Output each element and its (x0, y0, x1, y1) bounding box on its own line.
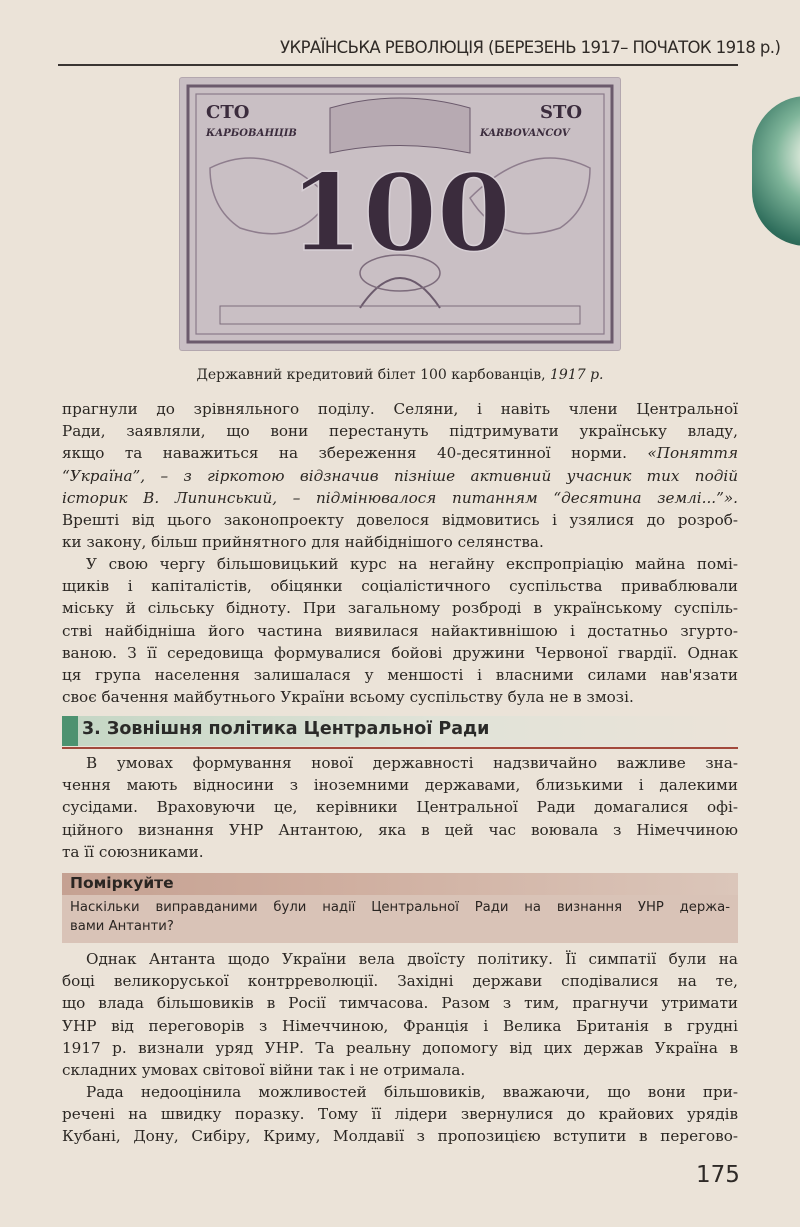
text-line: сусідами. Враховуючи це, керівники Центральної Ради домагалися офі- (62, 798, 738, 817)
text-line: ки закону, більш прийнятного для найбіднішого селянства. (62, 533, 544, 552)
text-line: Ради, заявляли, що вони перестануть підтримувати українську владу, (62, 422, 738, 441)
text-line: вами Антанти? (70, 919, 174, 934)
text-line: чення мають відносини з іноземними державами, близькими і далекими (62, 776, 738, 795)
text-line: “Україна”, – з гіркотою відзначив пізніше активний учасник тих подій (62, 466, 738, 485)
text-line: своє бачення майбутнього України всьому суспільству була не в змозі. (62, 688, 634, 707)
section-underline (62, 747, 738, 749)
figure-caption (0, 367, 800, 383)
note-denomination: 100 (289, 150, 511, 275)
text-line: речені на швидку поразку. Тому її лідери звернулися до крайових урядів (62, 1105, 738, 1124)
text-line: міську й сільську бідноту. При загальному розброді в українському суспіль- (62, 599, 738, 618)
page-number: 175 (696, 1162, 740, 1188)
banknote-image (180, 78, 620, 350)
think-box (62, 873, 738, 943)
text-line: Рада недооцінила можливостей більшовиків, вважаючи, що вони при- (86, 1083, 738, 1101)
quote-start: «Поняття (647, 444, 739, 463)
text-line: Врешті від цього законопроекту довелося відмовитись і узялися до розроб- (62, 511, 738, 530)
running-header: УКРАЇНСЬКА РЕВОЛЮЦІЯ (БЕРЕЗЕНЬ 1917– ПОЧАТОК 1918 р.) (280, 38, 781, 57)
note-currency-right: KARBOVANCOV (480, 128, 570, 139)
text-line: що влада більшовиків в Росії тимчасова. Разом з тим, прагнучи утримати (62, 994, 738, 1013)
paragraph-3 (62, 752, 738, 863)
text-line: прагнули до зрівняльного поділу. Селяни, і навіть члени Центральної (62, 400, 738, 418)
note-word-left: СТО (206, 102, 250, 123)
text-line: Наскільки виправданими були надії Центральної Ради на визнання УНР держа- (70, 900, 730, 915)
section-title: 3. Зовнішня політика Центральної Ради (82, 719, 490, 739)
text-line: ваною. З її середовища формувалися бойові дружини Червоної гвардії. Однак (62, 643, 738, 662)
caption-text: Державний кредитовий білет 100 карбованців, (196, 367, 546, 383)
chapter-side-tab (752, 96, 800, 246)
text-line: стві найбідніша його частина виявилася найактивнішою і достатньо згурто- (62, 621, 738, 640)
paragraph-1 (62, 398, 738, 553)
paragraph-5 (62, 1081, 738, 1148)
think-box-title: Поміркуйте (70, 874, 174, 892)
text-line: ційного визнання УНР Антантою, яка в цей час воювала з Німеччиною (62, 820, 738, 839)
text-line: ця група населення залишалася у меншості і власними силами нав'язати (62, 666, 738, 685)
text-line: 1917 р. визнали уряд УНР. Та реальну допомогу від цих держав Україна в (62, 1038, 738, 1057)
section-marker (62, 716, 78, 746)
text-line: УНР від переговорів з Німеччиною, Франція і Велика Британія в грудні (62, 1016, 738, 1035)
text-line: складних умовах світової війни так і не отримала. (62, 1061, 466, 1080)
text-line: боці великоруської контрреволюції. Західні держави сподівалися на те, (62, 972, 738, 991)
text-line: Кубані, Дону, Сибіру, Криму, Молдавії з пропозицією вступити в перегово- (62, 1127, 738, 1146)
text-line: В умовах формування нової державності надзвичайно важливе зна- (86, 754, 738, 772)
text-line: та її союзниками. (62, 842, 204, 861)
note-word-right: STO (540, 102, 583, 123)
text-line: Однак Антанта щодо України вела двоїсту політику. Її симпатії були на (86, 950, 738, 968)
think-box-question (70, 898, 730, 936)
section-heading (62, 716, 738, 746)
paragraph-2 (62, 553, 738, 708)
text-line: якщо та наважиться на збереження 40-десятинної норми. «Поняття (62, 444, 739, 463)
text-line: У свою чергу більшовицький курс на негайну експропріацію майна помі- (86, 555, 738, 573)
note-currency-left: КАРБОВАНЦІВ (206, 128, 297, 139)
banknote-illustration (180, 78, 620, 350)
header-rule (58, 64, 738, 66)
paragraph-4 (62, 948, 738, 1081)
text-line: щиків і капіталістів, обіцянки соціалістичного суспільства приваблювали (62, 577, 738, 596)
caption-year: 1917 р. (550, 367, 604, 383)
text-line: історик В. Липинський, – підмінювалося питанням “десятина землі...”». (62, 488, 738, 507)
